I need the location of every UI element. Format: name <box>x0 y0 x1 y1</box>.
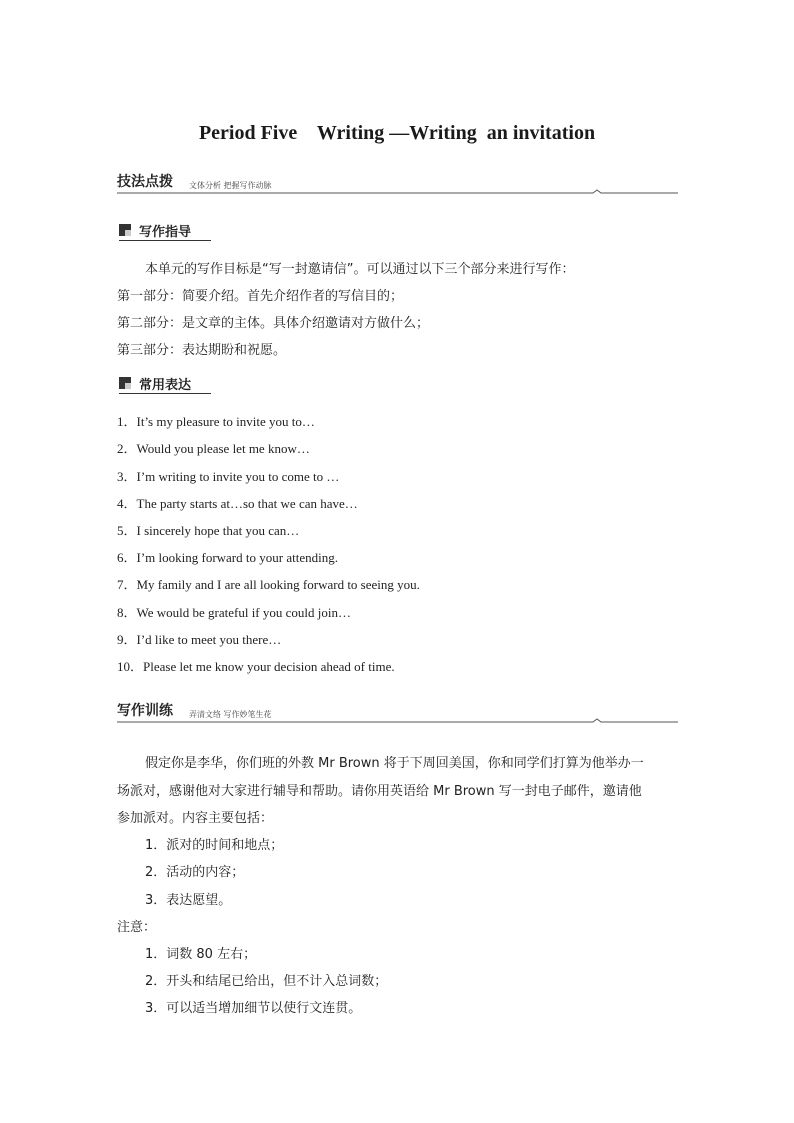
section-header-rule <box>117 718 678 724</box>
section-header-subtitle: 文体分析 把握写作动脉 <box>189 181 272 190</box>
guide-part: 第二部分：是文章的主体。具体介绍邀请对方做什么； <box>117 316 430 331</box>
guide-part: 第一部分：简要介绍。首先介绍作者的写信目的； <box>117 289 404 304</box>
section-header-label: 写作训练 <box>117 703 173 719</box>
expression-item: 9．I’d like to meet you there… <box>117 632 282 647</box>
expression-item: 10．Please let me know your decision ahead of time. <box>117 659 395 674</box>
section-header-writing-practice <box>117 702 678 724</box>
expression-item: 7．My family and I are all looking forward to seeing you. <box>117 577 420 592</box>
expression-item: 4．The party starts at…so that we can have… <box>117 496 358 511</box>
task-note: 1．词数 80 左右； <box>145 947 257 962</box>
subhead-underline <box>119 240 211 241</box>
section-header-rule <box>117 189 678 195</box>
subhead-common-expressions <box>119 373 211 393</box>
section-header-label: 技法点拨 <box>117 174 173 190</box>
task-point: 1．派对的时间和地点； <box>145 838 284 853</box>
expression-item: 8．We would be grateful if you could join… <box>117 605 351 620</box>
expression-item: 6．I’m looking forward to your attending. <box>117 550 338 565</box>
expression-item: 2．Would you please let me know… <box>117 441 310 456</box>
task-paragraph-line: 参加派对。内容主要包括： <box>117 811 274 826</box>
section-header-subtitle: 弄清文络 写作妙笔生花 <box>189 710 272 719</box>
task-paragraph-line: 假定你是李华，你们班的外教 Mr Brown 将于下周回美国，你和同学们打算为他举办一 <box>145 756 644 771</box>
guide-part: 第三部分：表达期盼和祝愿。 <box>117 343 287 358</box>
page-title: Period Five Writing —Writing an invitation <box>198 122 596 144</box>
square-bullet-icon <box>119 224 131 236</box>
expression-item: 3．I’m writing to invite you to come to … <box>117 469 340 484</box>
section-header-techniques <box>117 173 678 195</box>
expression-item: 5．I sincerely hope that you can… <box>117 523 300 538</box>
subhead-underline <box>119 393 211 394</box>
subhead-writing-guide <box>119 220 211 240</box>
note-label: 注意： <box>117 920 157 935</box>
expression-item: 1．It’s my pleasure to invite you to… <box>117 414 315 429</box>
guide-intro: 本单元的写作目标是“写一封邀请信”。可以通过以下三个部分来进行写作： <box>145 262 575 277</box>
task-note: 3．可以适当增加细节以使行文连贯。 <box>145 1001 362 1016</box>
task-point: 2．活动的内容； <box>145 865 245 880</box>
subhead-text: 常用表达 <box>139 378 192 393</box>
square-bullet-icon <box>119 377 131 389</box>
subhead-text: 写作指导 <box>139 225 192 240</box>
task-point: 3．表达愿望。 <box>145 893 232 908</box>
task-paragraph-line: 场派对，感谢他对大家进行辅导和帮助。请你用英语给 Mr Brown 写一封电子邮件，邀请他 <box>117 784 642 799</box>
task-note: 2．开头和结尾已给出，但不计入总词数； <box>145 974 388 989</box>
